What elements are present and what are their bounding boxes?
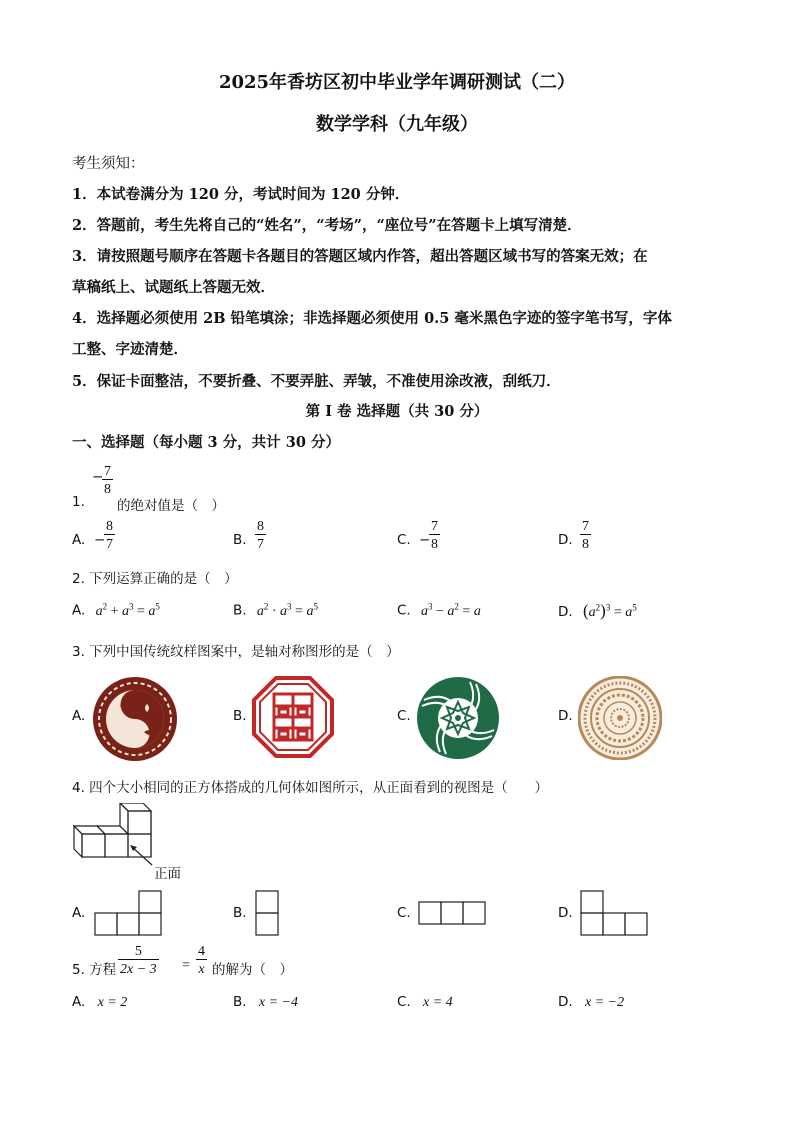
q3-option-b[interactable] <box>252 676 334 762</box>
q1-text: 的绝对值是（ ） <box>117 498 225 514</box>
notice-item-2: 2．答题前，考生先将自己的“姓名”，“考场”，“座位号”在答题卡上填写清楚． <box>72 217 582 234</box>
q2-stem: 2. 下列运算正确的是（ ） <box>72 571 238 587</box>
arrow-icon <box>128 843 154 867</box>
view-a-icon <box>94 889 164 937</box>
pattern-d-icon <box>578 676 662 760</box>
q4-label-d: D. <box>558 905 573 921</box>
front-label: 正面 <box>154 866 181 882</box>
q3-stem: 3. 下列中国传统纹样图案中，是轴对称图形的是（ ） <box>72 644 400 660</box>
exam-subtitle: 数学学科（九年级） <box>316 114 478 135</box>
q5-stem: 5. 方程 $\frac{5}{2x - 3}$ = $\frac{4}{x}$ 的解为（ ） <box>72 944 293 978</box>
q5-option-c[interactable]: C. x = 4 <box>397 994 453 1010</box>
pattern-b-icon <box>252 676 334 758</box>
q1-den: 8 <box>104 482 111 497</box>
q5-rhs-fraction: $\frac{4}{x}$ <box>198 944 205 977</box>
notice-item-1: 1．本试卷满分为 120 分，考试时间为 120 分钟． <box>72 186 410 203</box>
q5-option-d[interactable]: D. x = −2 <box>558 994 625 1010</box>
view-c-icon <box>418 900 488 926</box>
view-b-icon <box>255 889 281 937</box>
q1-num: 7 <box>104 464 111 479</box>
notice-heading: 考生须知： <box>72 156 145 172</box>
q3-label-b: B. <box>233 708 247 724</box>
q1-fraction <box>102 465 113 497</box>
q1-sign: − <box>92 469 104 485</box>
q2-option-b[interactable]: B. $a^2 \cdot a^3 = a^5$ <box>233 601 318 619</box>
q2-option-d[interactable]: D. $(a^2)^3 = a^5$ <box>558 601 637 620</box>
q5-option-a[interactable]: A. x = 2 <box>72 994 128 1010</box>
notice-item-4a: 4．选择题必须使用 2B 铅笔填涂；非选择题必须使用 0.5 毫米黑色字迹的签字笔书写，字体 <box>72 310 672 327</box>
q4-stem: 4. 四个大小相同的正方体搭成的几何体如图所示，从正面看到的视图是（ ） <box>72 780 549 796</box>
q3-option-d[interactable] <box>578 676 662 764</box>
q2-option-a[interactable]: A. $a^2 + a^3 = a^5$ <box>72 601 160 619</box>
exam-title: 2025年香坊区初中毕业学年调研测试（二） <box>218 72 576 93</box>
q4-option-b[interactable] <box>255 889 281 941</box>
q5-option-b[interactable]: B. x = −4 <box>233 994 298 1010</box>
q4-label-b: B. <box>233 905 247 921</box>
q3-label-d: D. <box>558 708 573 724</box>
q3-label-c: C. <box>397 708 411 724</box>
pattern-c-icon <box>416 676 500 760</box>
q3-option-a[interactable] <box>92 676 178 766</box>
q4-label-a: A. <box>72 905 86 921</box>
notice-item-3a: 3．请按照题号顺序在答题卡各题目的答题区域内作答，超出答题区域书写的答案无效；在 <box>72 248 648 265</box>
q3-option-c[interactable] <box>416 676 500 764</box>
q4-option-a[interactable] <box>94 889 164 941</box>
notice-item-5: 5．保证卡面整洁，不要折叠、不要弄脏、弄皱，不准使用涂改液，刮纸刀． <box>72 373 561 390</box>
q4-option-d[interactable] <box>580 889 650 941</box>
volume-heading: 第 I 卷 选择题（共 30 分） <box>305 403 489 420</box>
q5-lhs-fraction: $\frac{5}{2x - 3}$ <box>120 944 157 977</box>
q1-number: 1. <box>72 494 85 510</box>
part-heading: 一、选择题（每小题 3 分，共计 30 分） <box>72 434 340 451</box>
pattern-a-icon <box>92 676 178 762</box>
notice-item-3b: 草稿纸上、试题纸上答题无效． <box>72 279 275 296</box>
q4-label-c: C. <box>397 905 411 921</box>
view-d-icon <box>580 889 650 937</box>
notice-item-4b: 工整、字迹清楚． <box>72 341 188 358</box>
q4-option-c[interactable] <box>418 900 488 930</box>
q2-option-c[interactable]: C. $a^3 - a^2 = a$ <box>397 601 481 619</box>
q3-label-a: A. <box>72 708 86 724</box>
